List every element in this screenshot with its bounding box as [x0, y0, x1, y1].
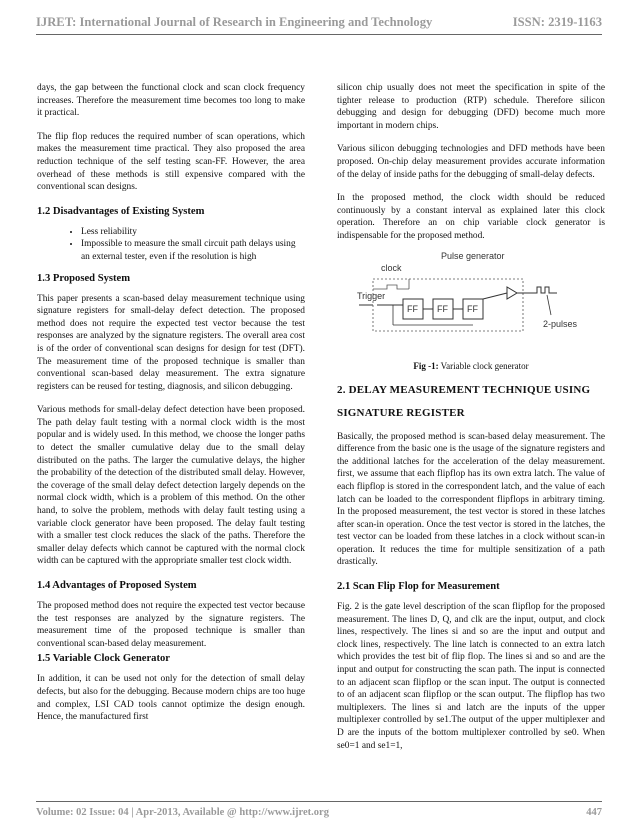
- ff-label-1: FF: [407, 303, 418, 314]
- paragraph: Basically, the proposed method is scan-based delay measurement. The difference from the basic one is the usage of the signature registers and the additional latches for the acceleration of the delay measurement. first, we assume that each flipflop has its own extra latch. The value of each flipflop is stored in the correspondent latch, and the value of each latch can be loaded to the correspondent flipflops in arbitrary timing. In the proposed measurement, the test vector is stored in these latches after scan-in operation. Once the test vector is stored in the latches, the test vector can be loaded from these latches in a clock without scan-in operation. It reduces the time for multiple sensitization of a path drastically.: [337, 431, 605, 568]
- page-number: 447: [586, 807, 602, 818]
- left-column: [37, 82, 305, 735]
- paragraph: Various methods for small-delay defect detection have been proposed. The path delay fault testing with a normal clock width is the most popular and is widely used. In this method, we choose the longer paths to detect the smaller cumulative delay due to the small delay distributed on the paths. The larger the cumulative delays, the higher the probability of the detection of the distributed small delay. However, the coverage of the small delay defect detection largely depends on the normal clock width, which is a problem of this method. On the other hand, to solve the problem, methods with delay fault testing using a variable clock generator have been proposed. The delay fault testing with a smaller test clock reduces the slack of the paths. Therefore the smaller delay defects which cannot be captured with the normal clock width can be captured with the appropriate smaller test clock width.: [37, 405, 305, 567]
- circuit-diagram: [337, 249, 605, 357]
- section-heading-disadvantages: 1.2 Disadvantages of Existing System: [37, 205, 205, 217]
- clock-waveform: [373, 285, 409, 289]
- trigger-label: Trigger: [357, 290, 386, 301]
- buffer-gate: [507, 287, 517, 299]
- paragraph: This paper presents a scan-based delay measurement technique using signature registers for small-delay defect detection. The proposed method does not require the expected test vector because the test responses are analyzed by the signature registers. The overall area cost is of the order of conventional scan designs for design for test (DFT). The measurement time of the proposed technique is smaller than conventional scan-based delay measurement. The extra signature registers can be reused for testing, diagnosis, and silicon debugging.: [37, 293, 305, 392]
- page-header: [36, 10, 602, 35]
- paragraph: silicon chip usually does not meet the specification in spite of the tighter release to production (RTP) schedule. Therefore silicon debugging and design for debugging (DFD) become much more important in modern chips.: [337, 83, 605, 131]
- caption-label: Fig -1:: [413, 360, 439, 371]
- ff-label-2: FF: [437, 303, 448, 314]
- pulse-generator-label: Pulse generator: [441, 250, 505, 261]
- heading-line-2: SIGNATURE REGISTER: [337, 406, 465, 419]
- caption-text: Variable clock generator: [438, 360, 529, 371]
- clock-label: clock: [381, 262, 402, 273]
- section-heading-advantages: 1.4 Advantages of Proposed System: [37, 580, 197, 591]
- right-column: [337, 82, 605, 763]
- section-heading-vcg: 1.5 Variable Clock Generator: [37, 653, 170, 665]
- wire: [483, 293, 507, 299]
- section-heading-proposed: 1.3 Proposed System: [37, 272, 131, 284]
- two-pulses-label: 2-pulses: [543, 318, 578, 329]
- paragraph: Fig. 2 is the gate level description of the scan flipflop for the proposed measurement. The lines D, Q, and clk are the input, output, and clock lines, respectively. The lines si and so are the input and output and clock lines, respectively. The line latch is connected to an extra latch which provides the test bit of flip flop. The lines si and so and are the input and output for constructing the scan path. The input is connected to an adjacent scan flipflop or the scan input. The output is connected to of an adjacent scan flipflop or the scan output. The flipflop has two multiplexers. The lines si and latch are the inputs of the upper multiplexer controlled by se1.The output of the upper multiplexer and D are the inputs of the bottom multiplexer controlled by se0. When se0=1 and se1=1,: [337, 602, 605, 751]
- page-footer: [36, 801, 602, 818]
- heading-line-1: 2. DELAY MEASUREMENT TECHNIQUE USING: [337, 383, 591, 396]
- list-item: • Impossible to measure the small circuit path delays using an external tester, even if the resolution is high: [81, 238, 305, 263]
- paragraph: In the proposed method, the clock width should be reduced continuously by a constant interval as explained later this clock operation. Therefore an on chip variable clock generator is indispensable for the proposed method.: [337, 193, 605, 241]
- variable-clock-generator-figure: [337, 249, 605, 357]
- ff-label-3: FF: [467, 303, 478, 314]
- paragraph: days, the gap between the functional clock and scan clock frequency increases. Therefore the measurement time becomes too long to make it practical.: [37, 83, 305, 119]
- paragraph: In addition, it can be used not only for the detection of small delay defects, but also for the debugging. Because modern chips are too huge and complex, LSI CAD tools cannot optimize the design enough. Hence, the manufactured first: [37, 674, 305, 723]
- paragraph: The flip flop reduces the required number of scan operations, which makes the measurement time practical. They also proposed the area reduction technique of the self testing scan-FF. However, the area overhead of these methods is still expensive compared with the conventional scan designs.: [37, 131, 305, 193]
- section-heading-scan-flipflop: 2.1 Scan Flip Flop for Measurement: [337, 581, 500, 593]
- paragraph: Various silicon debugging technologies and DFD methods have been proposed. On-chip delay measurement provides accurate information of the delay of inside paths for the debugging of small-delay defects.: [337, 144, 605, 180]
- issn: ISSN: 2319-1163: [512, 14, 602, 29]
- list-item: • Less reliability: [81, 226, 305, 239]
- volume-info: Volume: 02 Issue: 04 | Apr-2013, Available @ http://www.ijret.org: [36, 807, 329, 818]
- paragraph: The proposed method does not require the expected test vector because the test responses are analyzed by the signature registers. The measurement time of the proposed technique is smaller than conventional scan-based delay measurement.: [37, 601, 305, 649]
- disadvantages-list: [37, 226, 305, 264]
- figure-caption: [337, 361, 605, 371]
- pointer-line: [547, 295, 551, 315]
- section-heading-delay-measurement: [337, 379, 605, 425]
- journal-title: IJRET: International Journal of Research in Engineering and Technology: [36, 14, 433, 29]
- two-pulse-waveform: [533, 287, 557, 293]
